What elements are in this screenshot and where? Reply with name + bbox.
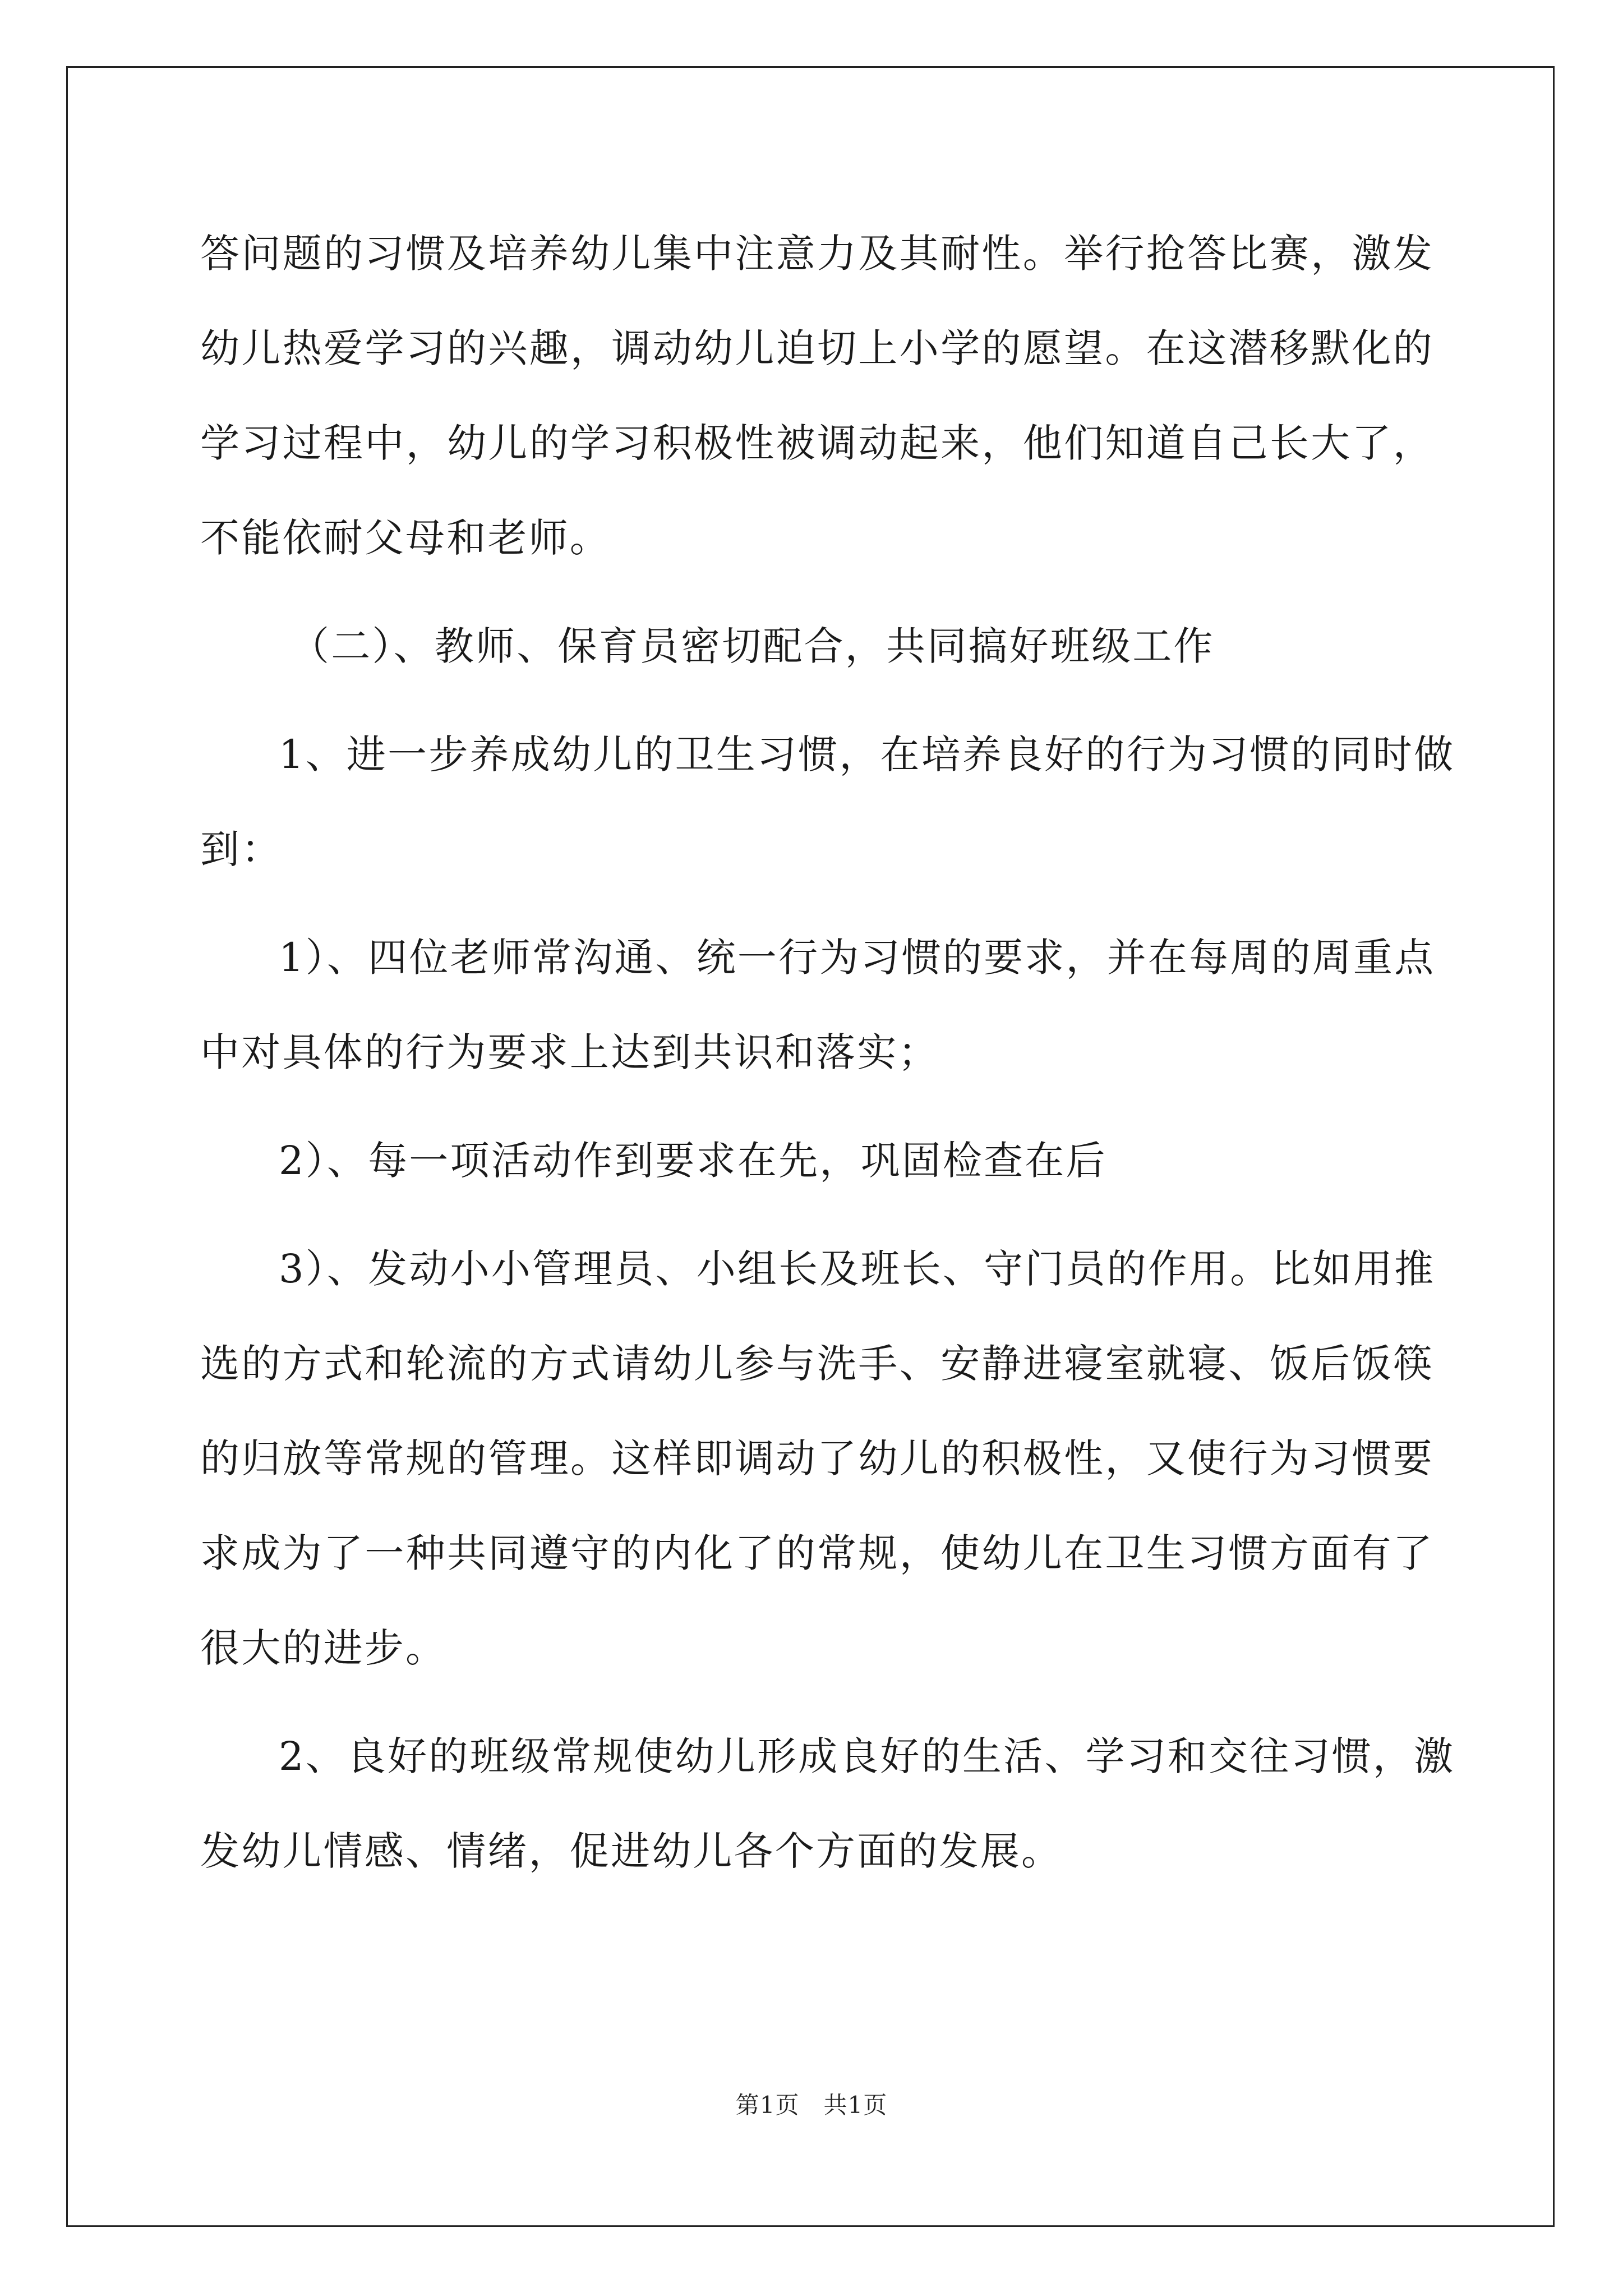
paragraph xyxy=(200,1709,1455,1899)
paragraph xyxy=(200,910,1434,1100)
paragraph xyxy=(200,206,1434,586)
section-heading xyxy=(200,599,1434,694)
text-line: 2）、每一项活动作到要求在先，巩固检查在后 xyxy=(279,1138,1107,1184)
text-line: 不能依耐父母和老师。 xyxy=(200,515,611,561)
text-line: 中对具体的行为要求上达到共识和落实； xyxy=(200,1029,939,1075)
text-line: 求成为了一种共同遵守的内化了的常规，使幼儿在卫生习惯方面有了 xyxy=(200,1530,1434,1576)
text-line: 学习过程中，幼儿的学习积极性被调动起来，他们知道自己长大了， xyxy=(200,420,1434,466)
text-line: 的归放等常规的管理。这样即调动了幼儿的积极性，又使行为习惯要 xyxy=(200,1435,1434,1481)
text-line: 很大的进步。 xyxy=(200,1625,447,1671)
paragraph xyxy=(200,1222,1434,1696)
text-line: 3）、发动小小管理员、小组长及班长、守门员的作用。比如用推 xyxy=(279,1246,1436,1292)
text-line: 幼儿热爱学习的兴趣，调动幼儿迫切上小学的愿望。在这潜移默化的 xyxy=(200,325,1434,371)
text-line: （二）、教师、保育员密切配合，共同搞好班级工作 xyxy=(290,623,1215,669)
text-line: 发幼儿情感、情绪，促进幼儿各个方面的发展。 xyxy=(200,1828,1063,1874)
text-line: 1）、四位老师常沟通、统一行为习惯的要求，并在每周的周重点 xyxy=(279,935,1436,981)
document-body xyxy=(200,206,1455,1899)
text-line: 到： xyxy=(200,826,283,872)
text-line: 1、进一步养成幼儿的卫生习惯，在培养良好的行为习惯的同时做 xyxy=(279,731,1455,777)
text-line: 2、良好的班级常规使幼儿形成良好的生活、学习和交往习惯，激 xyxy=(279,1733,1455,1779)
text-line: 答问题的习惯及培养幼儿集中注意力及其耐性。举行抢答比赛，激发 xyxy=(200,231,1434,277)
text-line: 选的方式和轮流的方式请幼儿参与洗手、安静进寝室就寝、饭后饭筷 xyxy=(200,1341,1434,1387)
paragraph xyxy=(200,1114,1434,1208)
paragraph xyxy=(200,707,1455,897)
page-number-footer: 第1页 共1页 xyxy=(735,2091,888,2119)
